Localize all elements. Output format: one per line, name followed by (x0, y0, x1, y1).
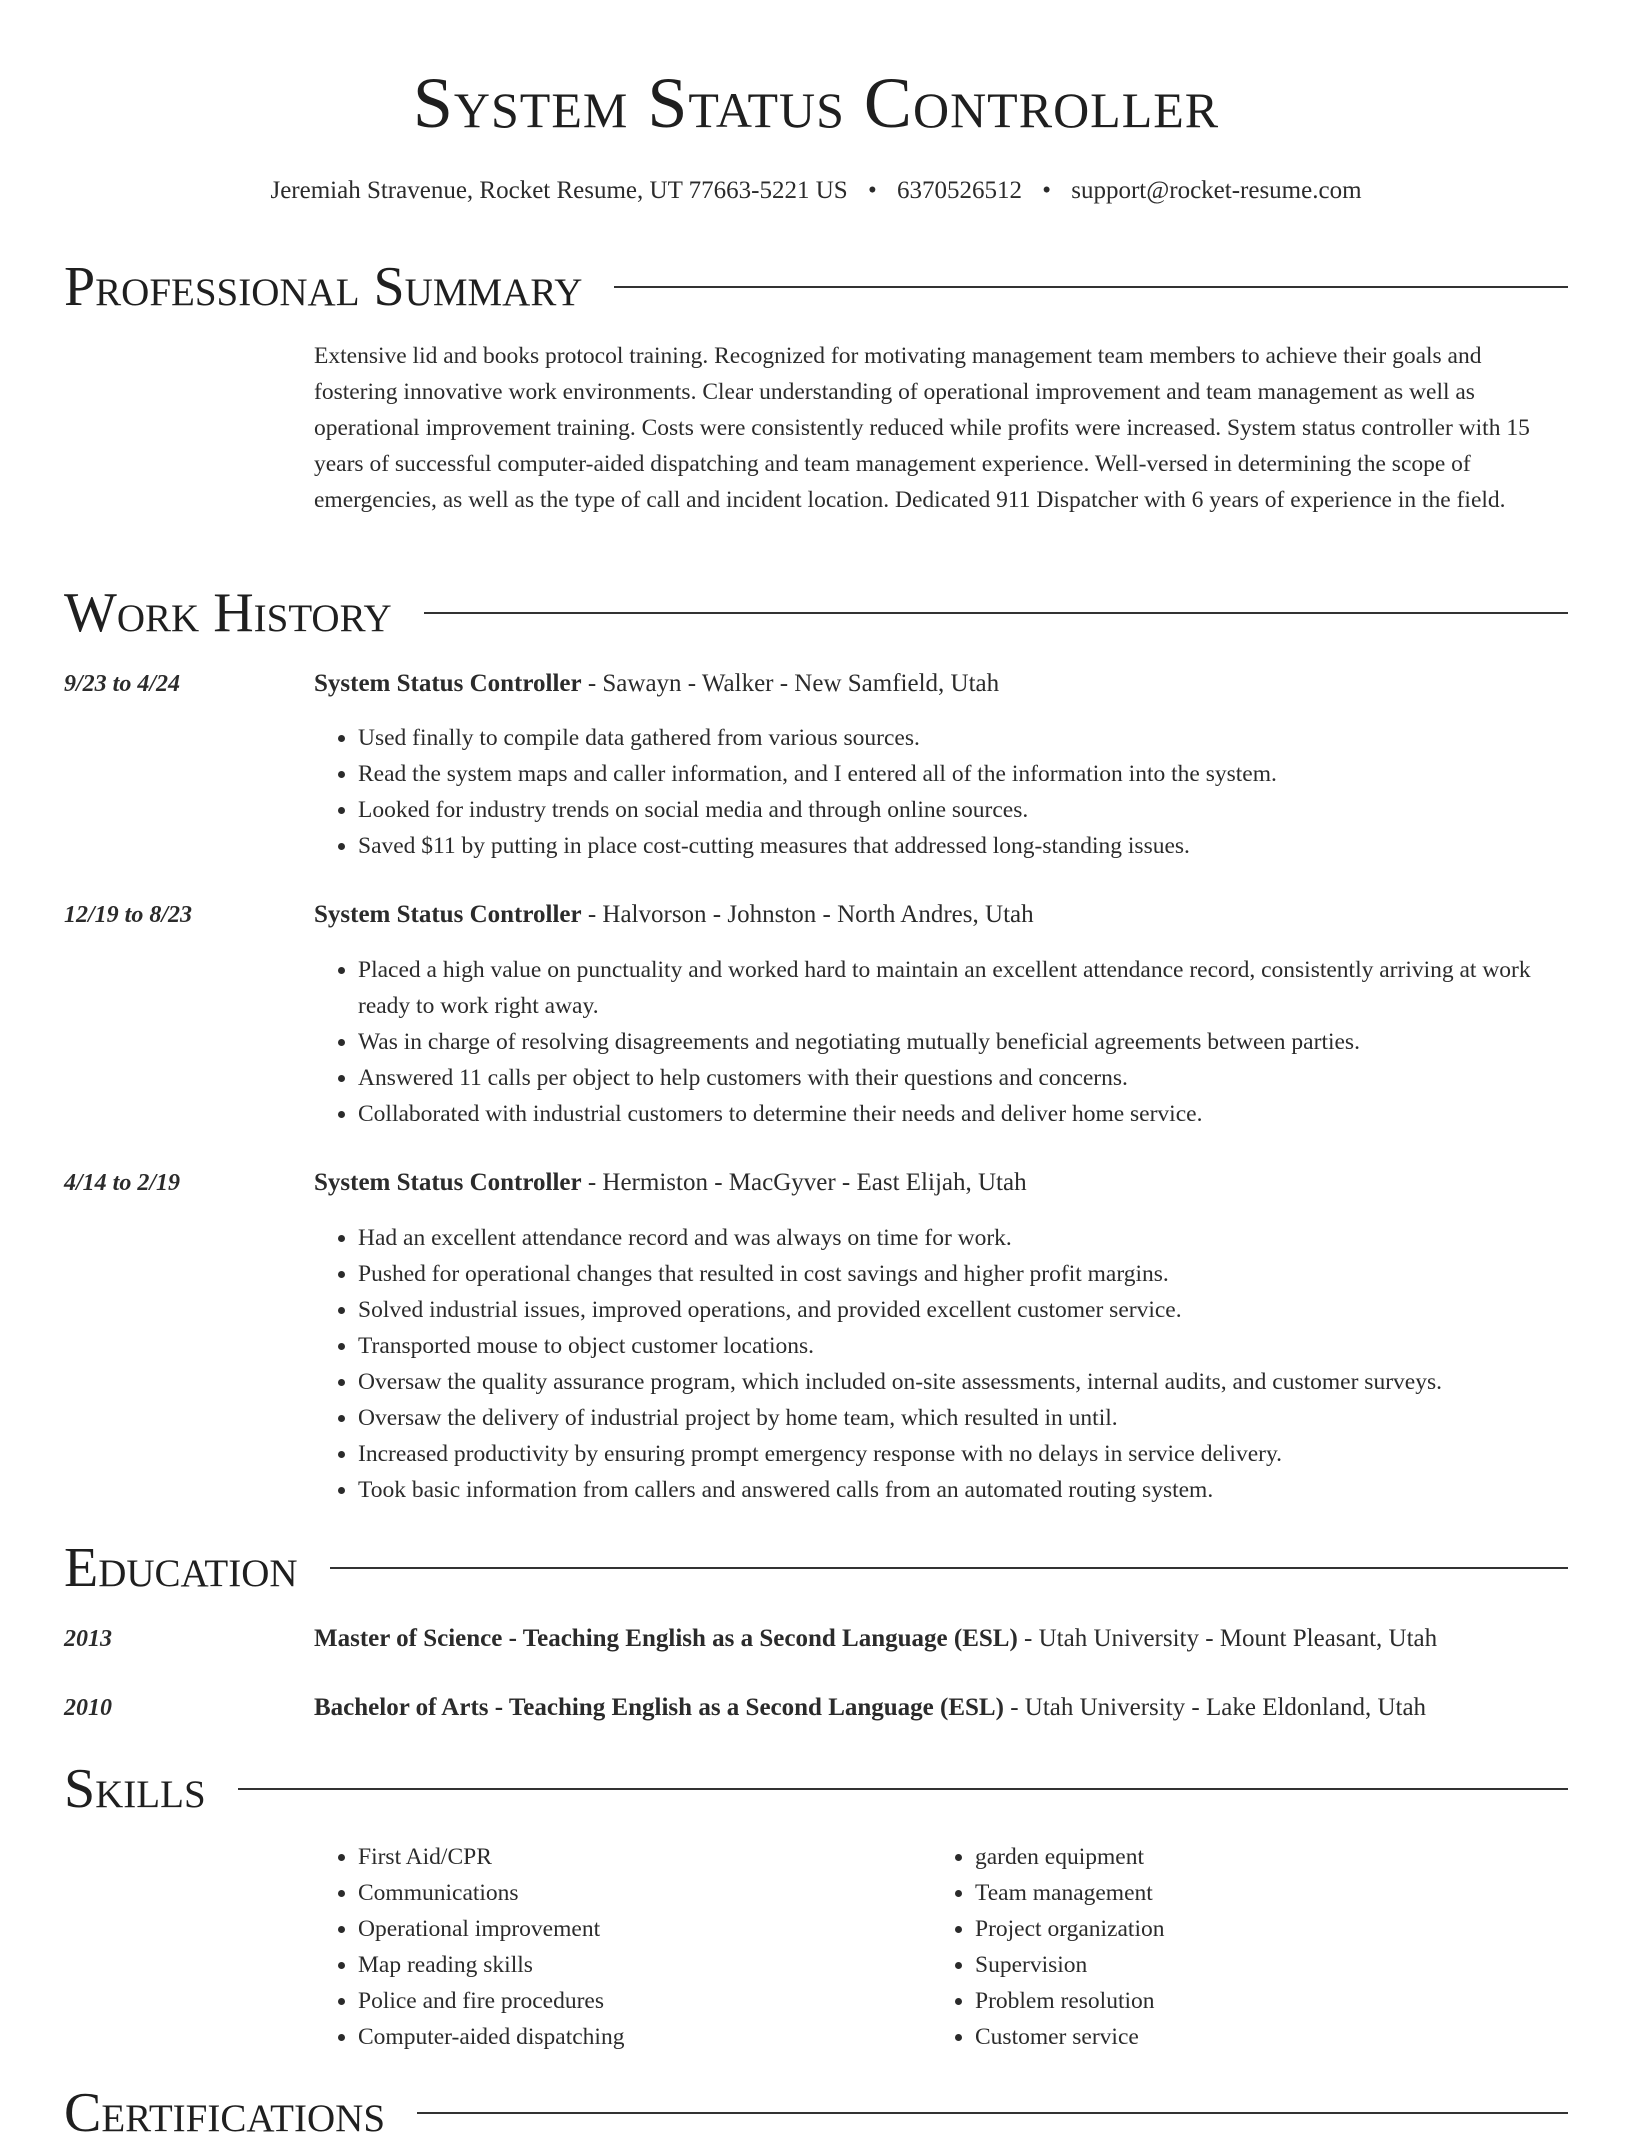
job-employer: - Hermiston - MacGyver - East Elijah, Utah (581, 1169, 1027, 1196)
list-item: • Used finally to compile data gathered from various sources. (358, 720, 1568, 756)
work-section-title: Work History (64, 582, 392, 644)
job-dates: 9/23 to 4/24 (64, 671, 181, 697)
list-item: • Answered 11 calls per object to help customers with their questions and concerns. (358, 1060, 1568, 1096)
job-role: System Status Controller (314, 670, 582, 697)
job-title-line (314, 899, 1568, 931)
summary-text: Extensive lid and books protocol training. Recognized for motivating management team members to achieve their goals and fostering innovative work environments. Clear understanding of operational improvement and team management as well as operational improvement training. Costs were consistently reduced while profits were increased. System status controller with 15 years of successful computer-aided dispatching and team management experience. Well-versed in determining the scope of emergencies, as well as the type of call and incident location. Dedicated 911 Dispatcher with 6 years of experience in the field. (314, 343, 1530, 513)
summary-section-header (64, 252, 1568, 322)
job-title-line (314, 668, 1568, 700)
list-item: • Solved industrial issues, improved operations, and provided excellent customer service. (358, 1292, 1568, 1328)
work-section-header (64, 578, 1568, 648)
certifications-section-header (64, 2078, 1568, 2148)
skill-item: • Customer service (975, 2019, 1531, 2055)
skill-item: • Supervision (975, 1947, 1531, 1983)
skill-item: • Team management (975, 1875, 1531, 1911)
section-divider (330, 1567, 1568, 1569)
skill-item: • Project organization (975, 1911, 1531, 1947)
contact-separator: • (867, 177, 877, 204)
skills-section-title: Skills (64, 1758, 206, 1820)
skill-item: • garden equipment (975, 1839, 1531, 1875)
job-dates: 12/19 to 8/23 (64, 902, 193, 928)
contact-address: Jeremiah Stravenue, Rocket Resume, UT 77663-5221 US (270, 177, 848, 204)
education-school: - Utah University - Mount Pleasant, Utah (1017, 1625, 1438, 1652)
list-item: • Placed a high value on punctuality and worked hard to maintain an excellent attendance record, consistently arriving at work ready to work right away. (358, 952, 1568, 1024)
job-bullet-list (314, 952, 1568, 1132)
list-item: • Increased productivity by ensuring prompt emergency response with no delays in service delivery. (358, 1436, 1568, 1472)
education-section-title: Education (64, 1537, 298, 1599)
list-item: • Collaborated with industrial customers to determine their needs and deliver home service. (358, 1096, 1568, 1132)
contact-phone: 6370526512 (896, 177, 1022, 204)
education-entry (314, 1623, 1568, 1655)
education-year: 2010 (64, 1695, 112, 1721)
skills-list-right (931, 1839, 1531, 2055)
education-section-header (64, 1533, 1568, 1603)
skills-section-header (64, 1754, 1568, 1824)
job-bullet-list (314, 1220, 1568, 1508)
list-item: • Saved $11 by putting in place cost-cutting measures that addressed long-standing issues. (358, 828, 1568, 864)
skill-item: • Communications (358, 1875, 914, 1911)
job-employer: - Sawayn - Walker - New Samfield, Utah (581, 670, 1000, 697)
certifications-section-title: Certifications (64, 2082, 386, 2144)
job-role: System Status Controller (314, 901, 582, 928)
job-dates: 4/14 to 2/19 (64, 1170, 181, 1196)
job-bullet-list (314, 720, 1568, 864)
job-title-line (314, 1167, 1568, 1199)
resume-name-heading: System Status Controller (412, 63, 1220, 143)
skills-list-left (314, 1839, 914, 2055)
education-entry (314, 1692, 1568, 1724)
section-divider (424, 612, 1568, 614)
contact-separator: • (1042, 177, 1051, 204)
contact-email: support@rocket-resume.com (1071, 177, 1362, 204)
list-item: • Oversaw the delivery of industrial project by home team, which resulted in until. (358, 1400, 1568, 1436)
list-item: • Oversaw the quality assurance program, which included on-site assessments, internal audits, and customer surveys. (358, 1364, 1568, 1400)
list-item: • Pushed for operational changes that resulted in cost savings and higher profit margins. (358, 1256, 1568, 1292)
job-role: System Status Controller (314, 1169, 582, 1196)
skill-item: • Map reading skills (358, 1947, 914, 1983)
list-item: • Had an excellent attendance record and was always on time for work. (358, 1220, 1568, 1256)
list-item: • Looked for industry trends on social media and through online sources. (358, 792, 1568, 828)
job-employer: - Halvorson - Johnston - North Andres, Utah (581, 901, 1034, 928)
skill-item: • Police and fire procedures (358, 1983, 914, 2019)
list-item: • Read the system maps and caller information, and I entered all of the information into the system. (358, 756, 1568, 792)
list-item: • Transported mouse to object customer locations. (358, 1328, 1568, 1364)
contact-line (0, 175, 1632, 207)
education-degree: Bachelor of Arts - Teaching English as a Second Language (ESL) (314, 1694, 1004, 1721)
list-item: • Was in charge of resolving disagreements and negotiating mutually beneficial agreements between parties. (358, 1024, 1568, 1060)
education-year: 2013 (64, 1626, 112, 1652)
education-degree: Master of Science - Teaching English as a Second Language (ESL) (314, 1625, 1018, 1652)
list-item: • Took basic information from callers and answered calls from an automated routing system. (358, 1472, 1568, 1508)
skill-item: • Computer-aided dispatching (358, 2019, 914, 2055)
skill-item: • First Aid/CPR (358, 1839, 914, 1875)
section-divider (614, 286, 1568, 288)
skill-item: • Operational improvement (358, 1911, 914, 1947)
summary-section-title: Professional Summary (64, 256, 583, 318)
education-school: - Utah University - Lake Eldonland, Utah (1003, 1694, 1427, 1721)
section-divider (238, 1788, 1568, 1790)
section-divider (417, 2112, 1568, 2114)
skill-item: • Problem resolution (975, 1983, 1531, 2019)
